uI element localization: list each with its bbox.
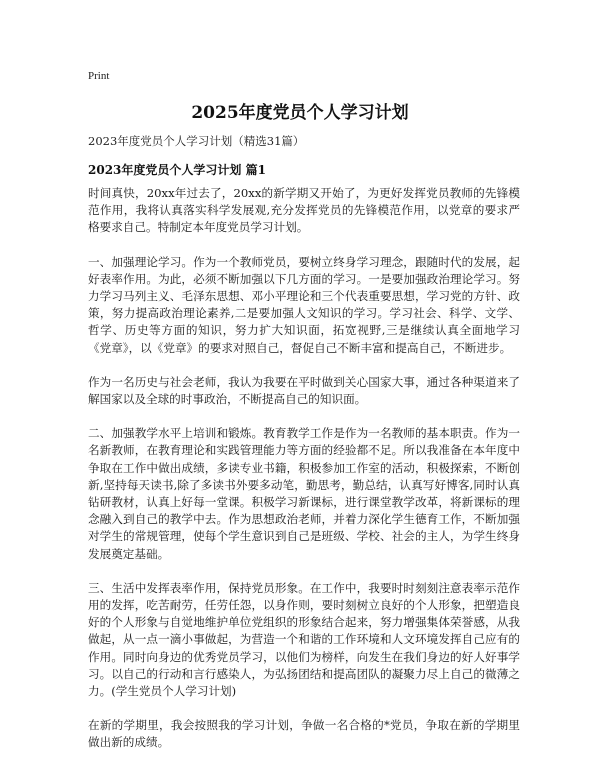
paragraph-intro: 时间真快，20xx年过去了，20xx的新学期又开始了，为更好发挥党员教师的先锋模范作用，我将认真落实科学发展观,充分发挥党员的先锋模范作用，以党章的要求严格要求自己。特制定本年度党员学习计划。 [88,186,520,235]
paragraph-teaching-training: 二、加强教学水平上培训和锻炼。教育教学工作是作为一名教师的基本职责。作为一名新教师，在教育理论和实践管理能力等方面的经验都不足。所以我准备在本年度中争取在工作中做出成绩，多读专业书籍，积极参加工作室的活动，积极探索，不断创新,坚持每天读书,除了多读书外要多动笔，勤思考，勤总结，认真写好博客,同时认真钻研教材，认真上好每一堂课。积极学习新课标，进行课堂教学改革，将新课标的理念融入到自己的教学中去。作为思想政治老师，并着力深化学生德育工作，不断加强对学生的常规管理，使每个学生意识到自己是班级、学校、社会的主人，为学生终身发展奠定基础。 [88,426,520,561]
document-body [88,185,520,769]
paragraph-role-model: 三、生活中发挥表率作用，保持党员形象。在工作中，我要时时刻刻注意表率示范作用的发挥，吃苦耐劳，任劳任怨，以身作则，要时刻树立良好的个人形象，把塑造良好的个人形象与自觉地维护单位党组织的形象结合起来，努力增强集体荣誉感，从我做起，从一点一滴小事做起，为营造一个和谐的工作环境和人文环境发挥自己应有的作用。同时向身边的优秀党员学习，以他们为榜样，向发生在我们身边的好人好事学习。以自己的行动和言行感染人，为弘扬团结和提高团队的凝聚力尽上自己的微薄之力。(学生党员个人学习计划) [88,580,520,699]
paragraph-conclusion: 在新的学期里，我会按照我的学习计划，争做一名合格的*党员，争取在新的学期里做出新的成绩。 [88,718,520,750]
document-subtitle: 2023年度党员个人学习计划（精选31篇） [88,134,305,148]
print-link[interactable]: Print [88,70,110,82]
paragraph-theory-study: 一、加强理论学习。作为一个教师党员，要树立终身学习理念，跟随时代的发展，起好表率作用。为此，必须不断加强以下几方面的学习。一是要加强政治理论学习。努力学习马列主义、毛泽东思想、邓小平理论和三个代表重要思想，学习党的方针、政策，努力提高政治理论素养,二是要加强人文知识的学习。学习社会、科学、文学、哲学、历史等方面的知识，努力扩大知识面，拓宽视野,三是继续认真全面地学习《党章》，以《党章》的要求对照自己，督促自己不断丰富和提高自己，不断进步。 [88,254,520,355]
section-heading: 2023年度党员个人学习计划 篇1 [88,163,266,177]
document-title: 2025年度党员个人学习计划 [191,103,409,123]
paragraph-current-affairs: 作为一名历史与社会老师，我认为我要在平时做到关心国家大事，通过各种渠道来了解国家以及全球的时事政治，不断提高自己的知识面。 [88,374,520,407]
